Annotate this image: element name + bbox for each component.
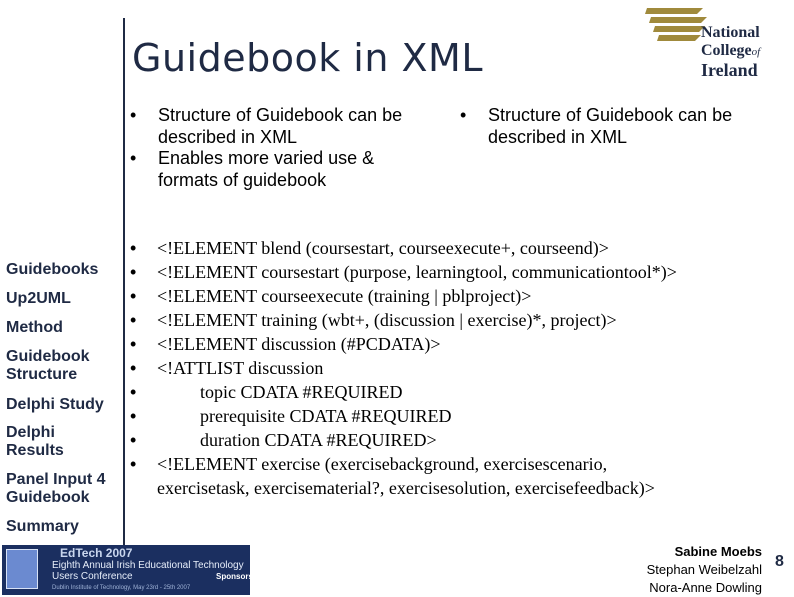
code-line: • <!ELEMENT discussion (#PCDATA)> bbox=[130, 334, 441, 354]
code-line: • <!ELEMENT blend (coursestart, courseexecute+, courseend)> bbox=[130, 238, 609, 258]
author-name: Nora-Anne Dowling bbox=[649, 580, 762, 595]
code-line: • <!ELEMENT exercise (exercisebackground, exercisescenario, bbox=[130, 454, 608, 474]
banner-sponsors-label: Sponsors: bbox=[216, 572, 256, 581]
dit-logo-icon bbox=[6, 549, 38, 589]
nav-item-method[interactable]: Method bbox=[6, 319, 63, 336]
nav-item-guidebooks[interactable]: Guidebooks bbox=[6, 261, 99, 278]
logo-line-3: Ireland bbox=[701, 60, 758, 80]
code-line: • duration CDATA #REQUIRED> bbox=[130, 430, 437, 450]
author-name: Stephan Weibelzahl bbox=[646, 562, 762, 577]
nav-item-guidebook-structure[interactable]: Guidebook Structure bbox=[6, 348, 90, 383]
code-line: • <!ELEMENT courseexecute (training | pblproject)> bbox=[130, 286, 532, 306]
author-name: Sabine Moebs bbox=[674, 544, 762, 559]
nav-item-delphi-results[interactable]: Delphi Results bbox=[6, 424, 64, 459]
code-line: • <!ATTLIST discussion bbox=[130, 358, 324, 378]
xml-dtd-code-list bbox=[130, 236, 677, 500]
logo-line-1: National bbox=[701, 24, 760, 41]
code-line: • prerequisite CDATA #REQUIRED bbox=[130, 406, 452, 426]
code-line-continuation: exercisetask, exercisematerial?, exercisesolution, exercisefeedback)> bbox=[157, 478, 655, 498]
banner-subtitle: Eighth Annual Irish Educational Technology Users Conference bbox=[52, 560, 244, 582]
nav-item-up2uml[interactable]: Up2UML bbox=[6, 290, 71, 307]
nav-item-summary[interactable]: Summary bbox=[6, 518, 79, 535]
banner-heading: EdTech 2007 bbox=[60, 546, 133, 560]
slide-title: Guidebook in XML bbox=[132, 36, 484, 80]
national-college-ireland-logo bbox=[645, 4, 765, 78]
author-list bbox=[647, 543, 762, 597]
code-line: • <!ELEMENT coursestart (purpose, learningtool, communicationtool*)> bbox=[130, 262, 677, 282]
nav-item-panel-input[interactable]: Panel Input 4 Guidebook bbox=[6, 471, 106, 506]
banner-footer: Dublin Institute of Technology, May 23rd - 25th 2007 bbox=[52, 585, 191, 591]
nav-item-delphi-study[interactable]: Delphi Study bbox=[6, 396, 104, 413]
code-line: • topic CDATA #REQUIRED bbox=[130, 382, 403, 402]
logo-line-2: Collegeof bbox=[701, 42, 761, 59]
conference-banner bbox=[2, 545, 256, 595]
vertical-divider bbox=[123, 18, 125, 558]
code-line: • <!ELEMENT training (wbt+, (discussion | exercise)*, project)> bbox=[130, 310, 617, 330]
page-number: 8 bbox=[775, 553, 784, 570]
